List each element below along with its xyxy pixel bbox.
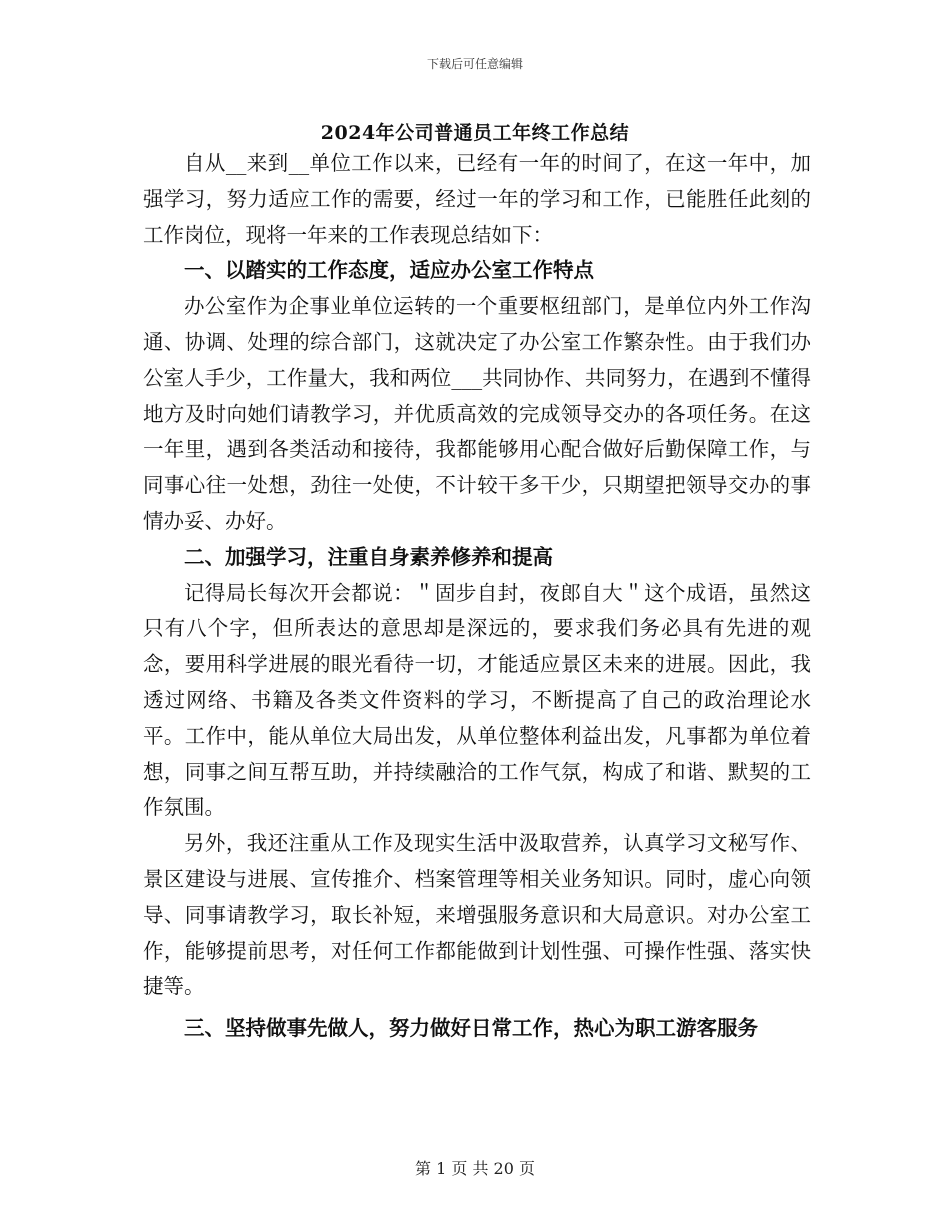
header-note: 下载后可任意编辑 [426, 57, 523, 71]
paragraph-office-work: 办公室作为企事业单位运转的一个重要枢纽部门，是单位内外工作沟通、协调、处理的综合部门，这就决定了办公室工作繁杂性。由于我们办公室人手少，工作量大，我和两位___共同协作、共同努力，在遇到不懂得地方及时向她们请教学习，并优质高效的完成领导交办的各项任务。在这一年里，遇到各类活动和接待，我都能够用心配合做好后勤保障工作，与同事心往一处想，劲往一处使，不计较干多干少，只期望把领导交办的事情办妥、办好。 [143, 294, 811, 533]
paragraph-intro: 自从__来到__单位工作以来，已经有一年的时间了，在这一年中，加强学习，努力适应工作的需要，经过一年的学习和工作，已能胜任此刻的工作岗位，现将一年来的工作表现总结如下： [143, 151, 811, 247]
paragraph-study: 记得局长每次开会都说：＂固步自封，夜郎自大＂这个成语，虽然这只有八个字，但所表达的意思却是深远的，要求我们务必具有先进的观念，要用科学进展的眼光看待一切，才能适应景区未来的进展。因此，我透过网络、书籍及各类文件资料的学习，不断提高了自己的政治理论水平。工作中，能从单位大局出发，从单位整体利益出发，凡事都为单位着想，同事之间互帮互助，并持续融洽的工作气氛，构成了和谐、默契的工作氛围。 [143, 580, 811, 820]
document-body [143, 146, 811, 1047]
section-heading-3: 三、坚持做事先做人，努力做好日常工作，热心为职工游客服务 [184, 1016, 758, 1041]
paragraph-additional: 另外，我还注重从工作及现实生活中汲取营养，认真学习文秘写作、景区建设与进展、宣传推介、档案管理等相关业务知识。同时，虚心向领导、同事请教学习，取长补短，来增强服务意识和大局意识。对办公室工作，能够提前思考，对任何工作都能做到计划性强、可操作性强、落实快捷等。 [143, 831, 811, 999]
section-heading-1: 一、以踏实的工作态度，适应办公室工作特点 [184, 258, 594, 283]
page-number: 第 1 页 共 20 页 [415, 1159, 535, 1178]
section-heading-2: 二、加强学习，注重自身素养修养和提高 [184, 544, 553, 569]
document-title: 2024年公司普通员工年终工作总结 [320, 122, 630, 144]
